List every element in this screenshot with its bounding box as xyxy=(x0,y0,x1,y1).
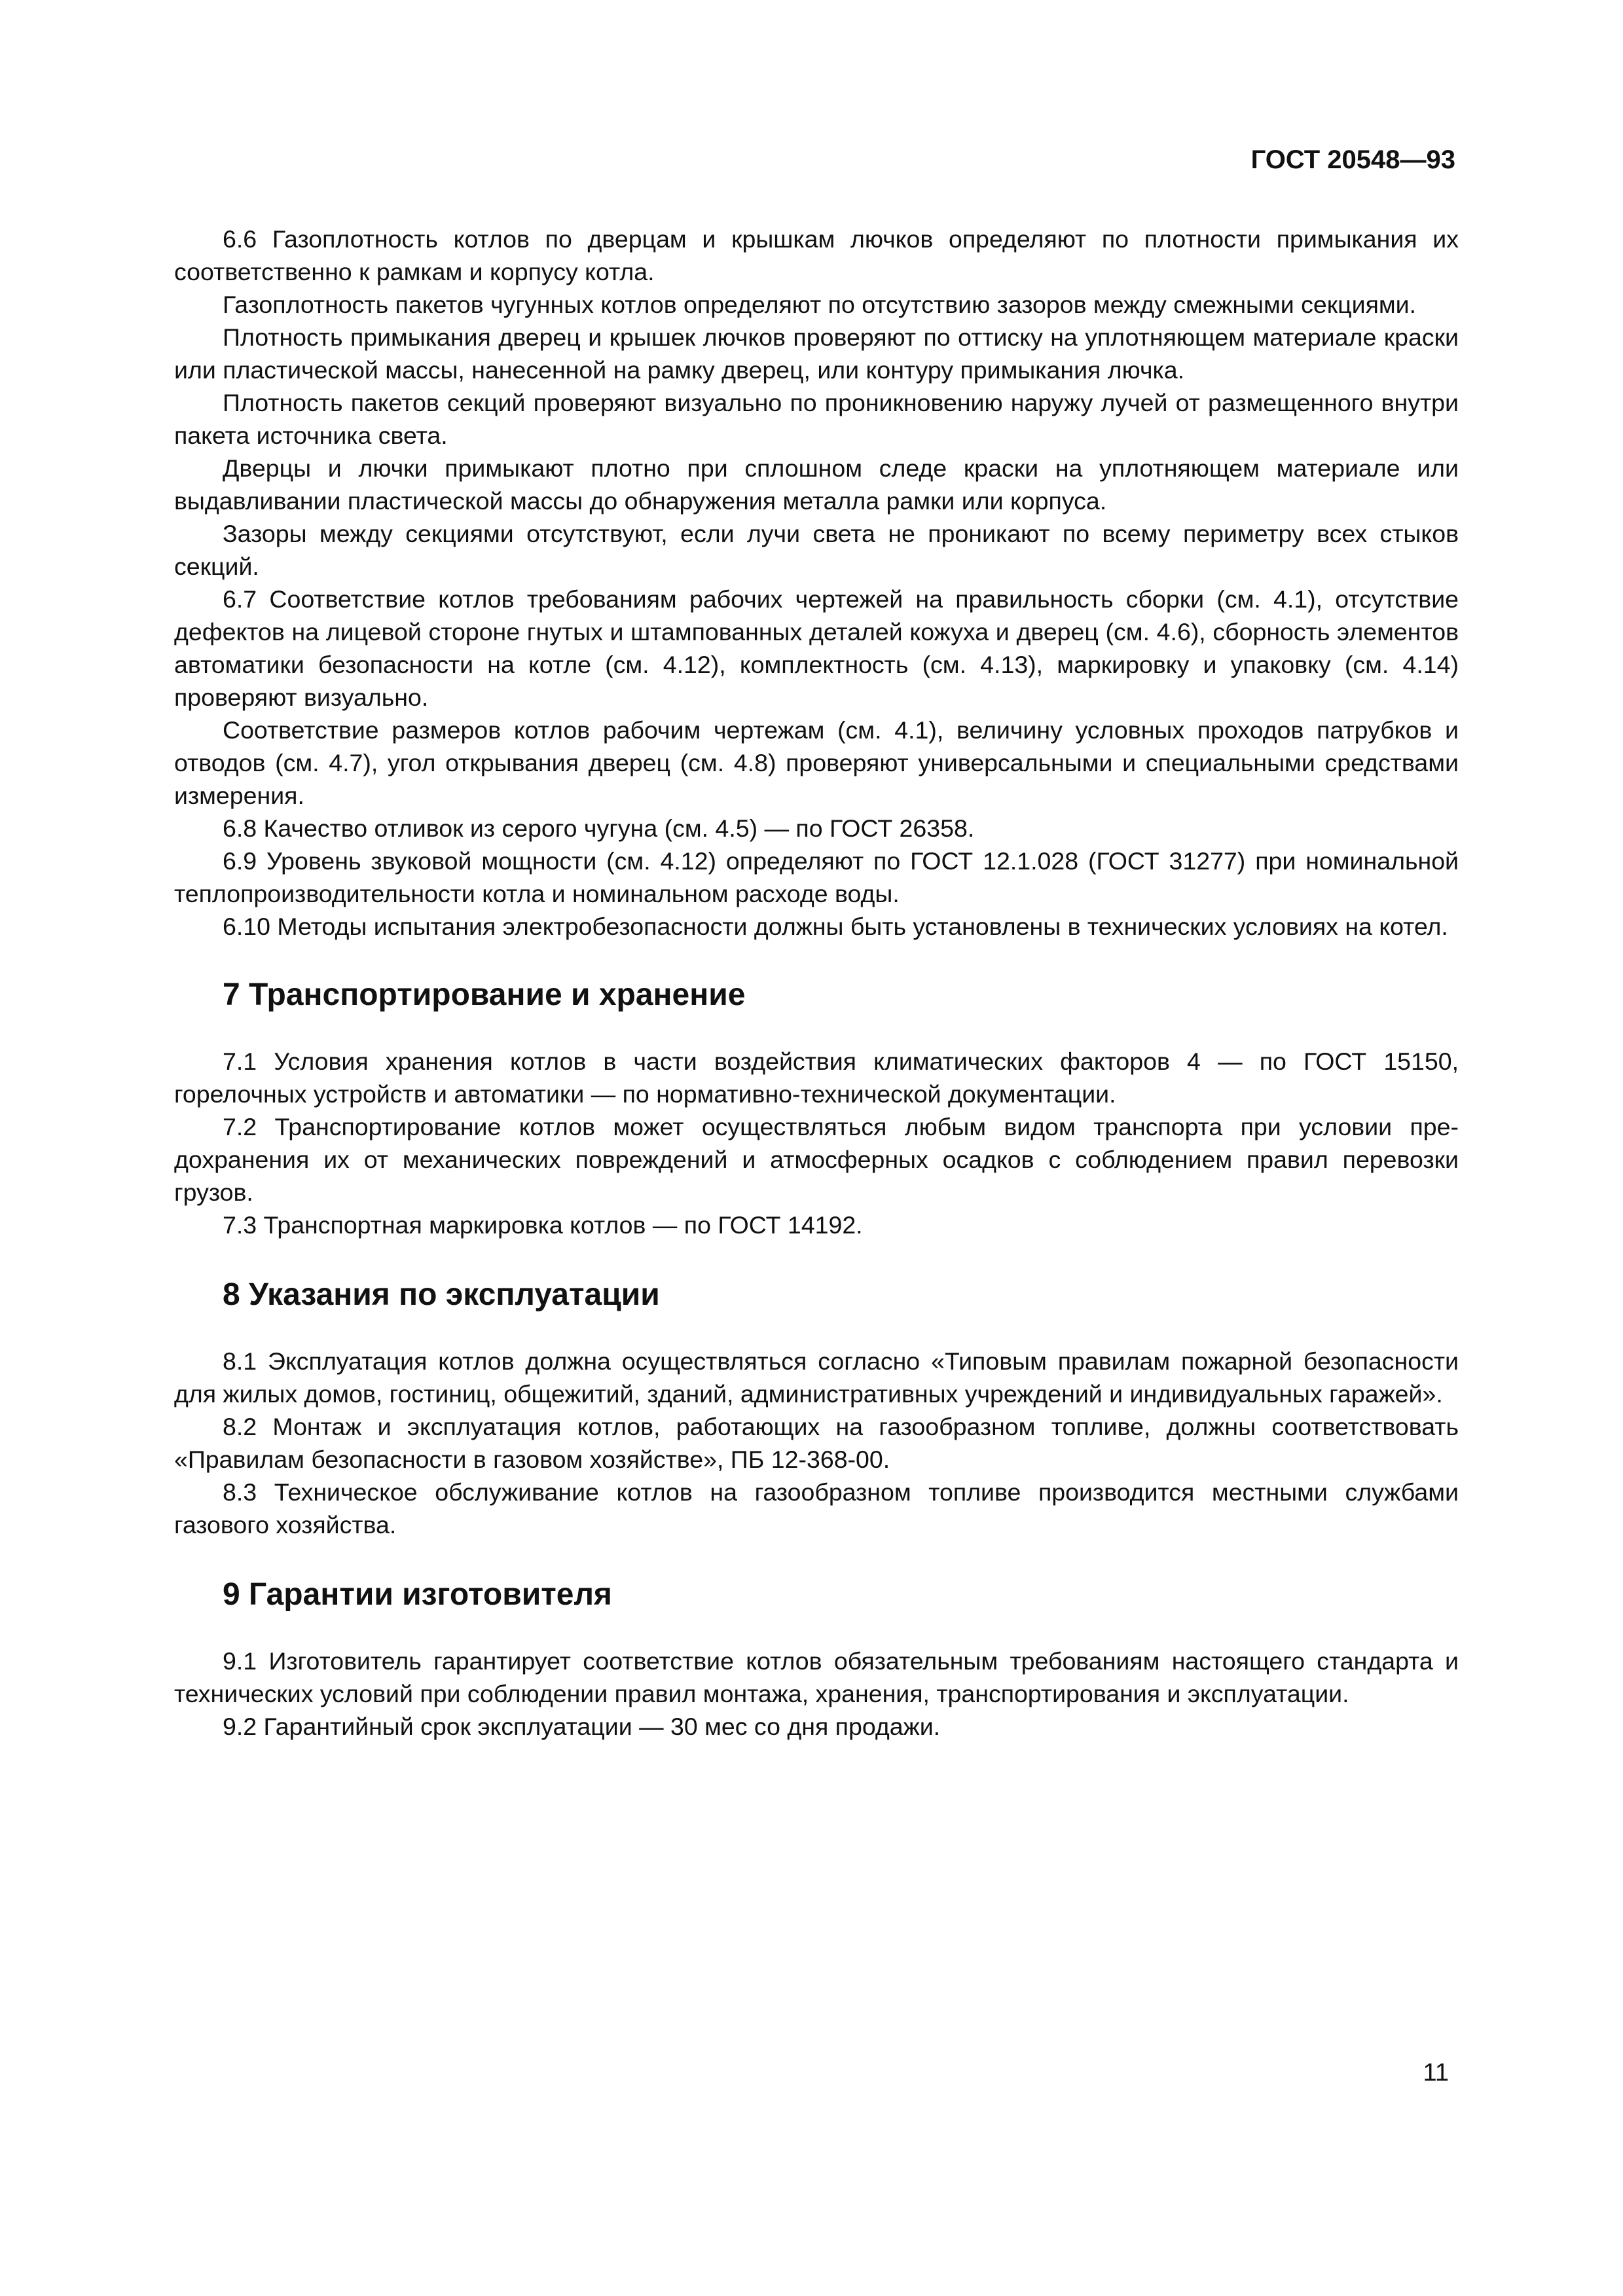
paragraph-6-10: 6.10 Методы испытания электробезопасности должны быть установлены в технических условиях на котел. xyxy=(223,913,1448,940)
document-body xyxy=(174,223,1459,1743)
paragraph-8-2: 8.2 Монтаж и эксплуатация котлов, работающих на газообразном топливе, должны соответствовать «Правилам безопасности в газовом хозяйстве», ПБ 12-368-00. xyxy=(174,1413,1459,1473)
section-heading-9: 9 Гарантии изготовителя xyxy=(223,1577,612,1612)
paragraph: Газоплотность пакетов чугунных котлов определяют по отсутствию зазоров между смежными секциями. xyxy=(223,291,1417,318)
paragraph-6-7: 6.7 Соответствие котлов требованиям рабочих чертежей на правильность сборки (см. 4.1), отсутствие дефектов на лицевой стороне гнутых и штампованных деталей кожуха и дверец (см. 4.6), сборность элементов автоматики безопасности на котле (см. 4.12), комплектность (см. 4.13), маркировку и упаковку (см. 4.14) проверяют визуально. xyxy=(174,585,1459,711)
paragraph-6-8: 6.8 Качество отливок из серого чугуна (см. 4.5) — по ГОСТ 26358. xyxy=(223,814,975,842)
paragraph-6-9: 6.9 Уровень звуковой мощности (см. 4.12) определяют по ГОСТ 12.1.028 (ГОСТ 31277) при номинальной теплопроизводительности котла и номинальном расходе воды. xyxy=(174,847,1459,907)
paragraph-9-2: 9.2 Гарантийный срок эксплуатации — 30 мес со дня продажи. xyxy=(223,1713,941,1740)
paragraph-8-3: 8.3 Техническое обслуживание котлов на газообразном топливе производится местными службами газового хозяйства. xyxy=(174,1478,1459,1539)
paragraph: Плотность примыкания дверец и крышек лючков проверяют по оттиску на уплотняющем материале краски или пластической массы, нанесенной на рамку дверец, или контуру примыкания лючка. xyxy=(174,323,1459,384)
paragraph-7-3: 7.3 Транспортная маркировка котлов — по ГОСТ 14192. xyxy=(223,1211,863,1239)
paragraph-7-1: 7.1 Условия хранения котлов в части воздействия климатических факторов 4 — по ГОСТ 15150, горелочных устройств и автоматики — по нормативно-технической документации. xyxy=(174,1048,1459,1108)
paragraph-8-1: 8.1 Эксплуатация котлов должна осуществляться согласно «Типовым правилам пожарной безопасности для жилых домов, гостиниц, общежитий, зданий, административных учреждений и индивидуальных гаражей». xyxy=(174,1347,1459,1408)
section-heading-8: 8 Указания по эксплуатации xyxy=(223,1277,660,1312)
paragraph-6-6: 6.6 Газоплотность котлов по дверцам и крышкам лючков определяют по плотности примыкания их соответственно к рамкам и корпусу котла. xyxy=(174,225,1459,285)
paragraph-9-1: 9.1 Изготовитель гарантирует соответствие котлов обязательным требованиям настоящего стандарта и технических условий при соблюдении правил монтажа, хранения, транспортирования и эксплуатации. xyxy=(174,1647,1459,1707)
paragraph: Соответствие размеров котлов рабочим чертежам (см. 4.1), величину условных проходов патрубков и отводов (см. 4.7), угол открывания дверец (см. 4.8) проверяют универсальными и специальными средствами измерения. xyxy=(174,716,1459,809)
document-header: ГОСТ 20548—93 xyxy=(1250,145,1455,174)
paragraph-7-2: 7.2 Транспортирование котлов может осуществляться любым видом транспорта при условии предохранения их от механических повреждений и атмосферных осадков с соблюдением правил перевозки грузов. xyxy=(174,1113,1459,1206)
paragraph: Зазоры между секциями отсутствуют, если лучи света не проникают по всему периметру всех стыков секций. xyxy=(174,520,1459,580)
paragraph: Дверцы и лючки примыкают плотно при сплошном следе краски на уплотняющем материале или выдавливании пластической массы до обнаружения металла рамки или корпуса. xyxy=(174,454,1459,515)
section-heading-7: 7 Транспортирование и хранение xyxy=(223,977,746,1012)
paragraph: Плотность пакетов секций проверяют визуально по проникновению наружу лучей от размещенного внутри пакета источника света. xyxy=(174,389,1459,449)
page-number: 11 xyxy=(1423,2059,1449,2086)
